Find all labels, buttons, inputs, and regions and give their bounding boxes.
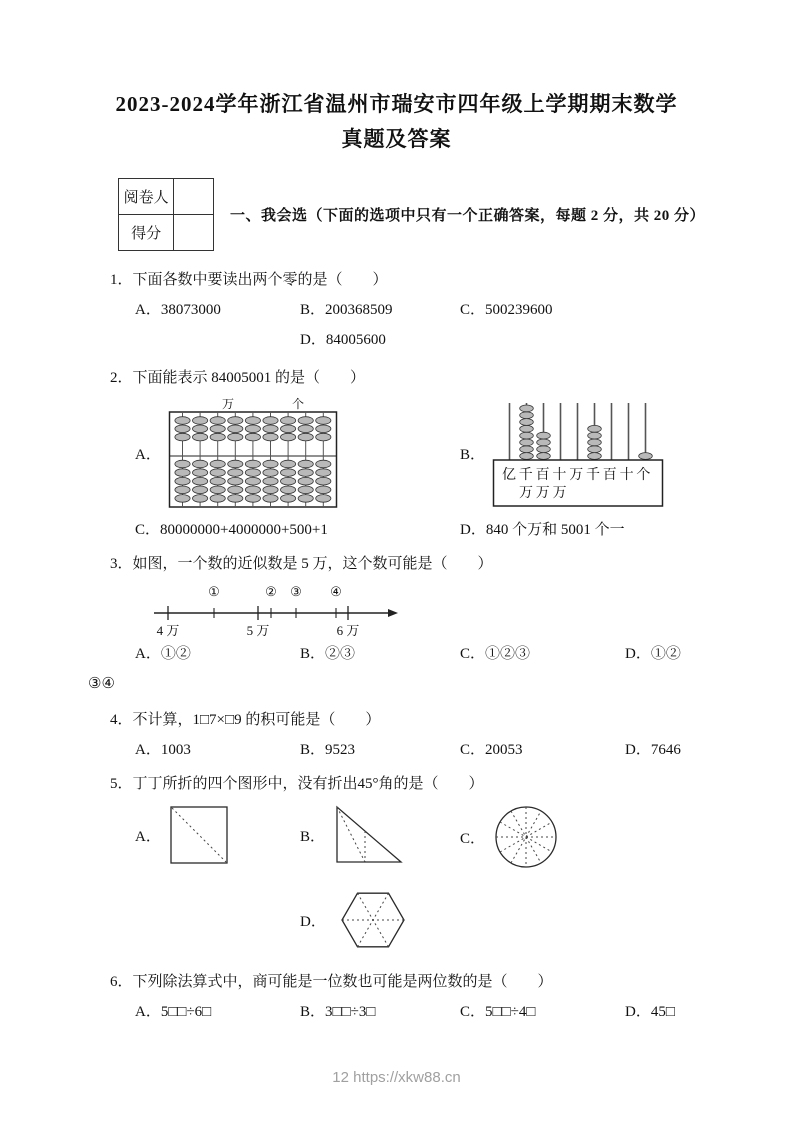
q3-option-c: C．①②③ bbox=[460, 646, 531, 662]
grader-value-cell bbox=[174, 179, 214, 215]
section-header: 一、我会选（下面的选项中只有一个正确答案，每题 2 分，共 20 分） bbox=[229, 208, 705, 224]
q4-option-c: C．20053 bbox=[460, 742, 523, 758]
q3-option-a: A．①② bbox=[135, 646, 191, 662]
svg-text:个: 个 bbox=[291, 397, 304, 411]
q5-figure-c bbox=[460, 803, 560, 871]
abacus-a-image bbox=[168, 397, 338, 509]
abacus-b-image bbox=[492, 397, 664, 509]
q2-options-row bbox=[88, 515, 705, 545]
grader-label-cell: 阅卷人 bbox=[119, 179, 174, 215]
q6-option-a: A．5□□÷6□ bbox=[135, 1004, 212, 1020]
q6-option-b: B．3□□÷3□ bbox=[300, 1004, 376, 1020]
q3-stem: 3．如图，一个数的近似数是 5 万，这个数可能是（ ） bbox=[110, 556, 493, 572]
svg-text:6 万: 6 万 bbox=[336, 623, 360, 637]
q5-label-d: D． bbox=[300, 913, 326, 930]
svg-text:万: 万 bbox=[221, 397, 234, 411]
q1-option-c: C．500239600 bbox=[460, 302, 553, 318]
q6-stem: 6．下列除法算式中，商可能是一位数也可能是两位数的是（ ） bbox=[110, 974, 553, 990]
circle-figure bbox=[492, 803, 560, 871]
q3-option-d: D．①② bbox=[625, 646, 681, 662]
q6-options-row bbox=[88, 997, 705, 1027]
svg-text:②: ② bbox=[265, 584, 277, 599]
q5-figure-a bbox=[135, 803, 230, 867]
q2-figure-a bbox=[135, 397, 338, 509]
svg-text:5 万: 5 万 bbox=[246, 623, 270, 637]
q3-options-row bbox=[88, 639, 705, 669]
q2-option-d: D．840 个万和 5001 个一 bbox=[460, 522, 625, 538]
q2-label-b: B． bbox=[460, 446, 486, 463]
q2-label-a: A． bbox=[135, 446, 161, 463]
score-label-cell: 得分 bbox=[119, 215, 174, 251]
q3-option-b: B．②③ bbox=[300, 646, 356, 662]
q2-figures bbox=[88, 393, 705, 515]
q4-option-b: B．9523 bbox=[300, 742, 356, 758]
q5-figures-row-2 bbox=[88, 881, 705, 959]
page-title-line2: 真题及答案 bbox=[341, 127, 452, 151]
q3-option-d-wrap: ③④ bbox=[88, 676, 115, 692]
q5-stem: 5．丁丁所折的四个图形中，没有折出45°角的是（ ） bbox=[110, 776, 484, 792]
q2-stem: 2．下面能表示 84005001 的是（ ） bbox=[110, 370, 366, 386]
footer-link[interactable]: 12 https://xkw88.cn bbox=[332, 1069, 461, 1086]
header-row bbox=[88, 178, 705, 251]
q4-option-a: A．1003 bbox=[135, 742, 191, 758]
q2-option-c: C．80000000+4000000+500+1 bbox=[135, 522, 328, 538]
q5-label-a: A． bbox=[135, 828, 161, 845]
q6-option-c: C．5□□÷4□ bbox=[460, 1004, 536, 1020]
q4-option-d: D．7646 bbox=[625, 742, 681, 758]
q1-options-row-1 bbox=[88, 295, 705, 325]
score-row bbox=[119, 215, 214, 251]
number-line-image bbox=[150, 579, 400, 637]
q5-label-c: C． bbox=[460, 830, 486, 847]
triangle-figure bbox=[332, 803, 406, 867]
q3-figure bbox=[150, 579, 705, 639]
q5-figure-d bbox=[300, 885, 413, 955]
svg-text:4 万: 4 万 bbox=[156, 623, 180, 637]
q1-option-a: A．38073000 bbox=[135, 302, 221, 318]
hexagon-figure bbox=[333, 885, 413, 955]
q5-label-b: B． bbox=[300, 828, 326, 845]
square-figure bbox=[168, 803, 230, 867]
svg-text:③: ③ bbox=[290, 584, 302, 599]
q4-options-row bbox=[88, 735, 705, 765]
q1-option-d: D．84005600 bbox=[300, 332, 386, 348]
q1-options-row-2 bbox=[88, 325, 705, 355]
svg-text:万万万: 万万万 bbox=[519, 486, 570, 501]
q1-option-b: B．200368509 bbox=[300, 302, 393, 318]
grader-score-table bbox=[118, 178, 214, 251]
q6-option-d: D．45□ bbox=[625, 1004, 675, 1020]
q2-figure-b bbox=[460, 397, 664, 509]
page-title-line1: 2023-2024学年浙江省温州市瑞安市四年级上学期期末数学 bbox=[115, 92, 678, 116]
svg-text:①: ① bbox=[208, 584, 220, 599]
grader-row bbox=[119, 179, 214, 215]
q1-stem: 1．下面各数中要读出两个零的是（ ） bbox=[110, 272, 388, 288]
q5-figures-row-1 bbox=[88, 799, 705, 881]
q5-figure-b bbox=[300, 803, 406, 867]
score-value-cell bbox=[174, 215, 214, 251]
q4-stem: 4．不计算，1□7×□9 的积可能是（ ） bbox=[110, 712, 381, 728]
svg-text:④: ④ bbox=[330, 584, 342, 599]
svg-text:亿千百十万千百十个: 亿千百十万千百十个 bbox=[502, 468, 654, 483]
